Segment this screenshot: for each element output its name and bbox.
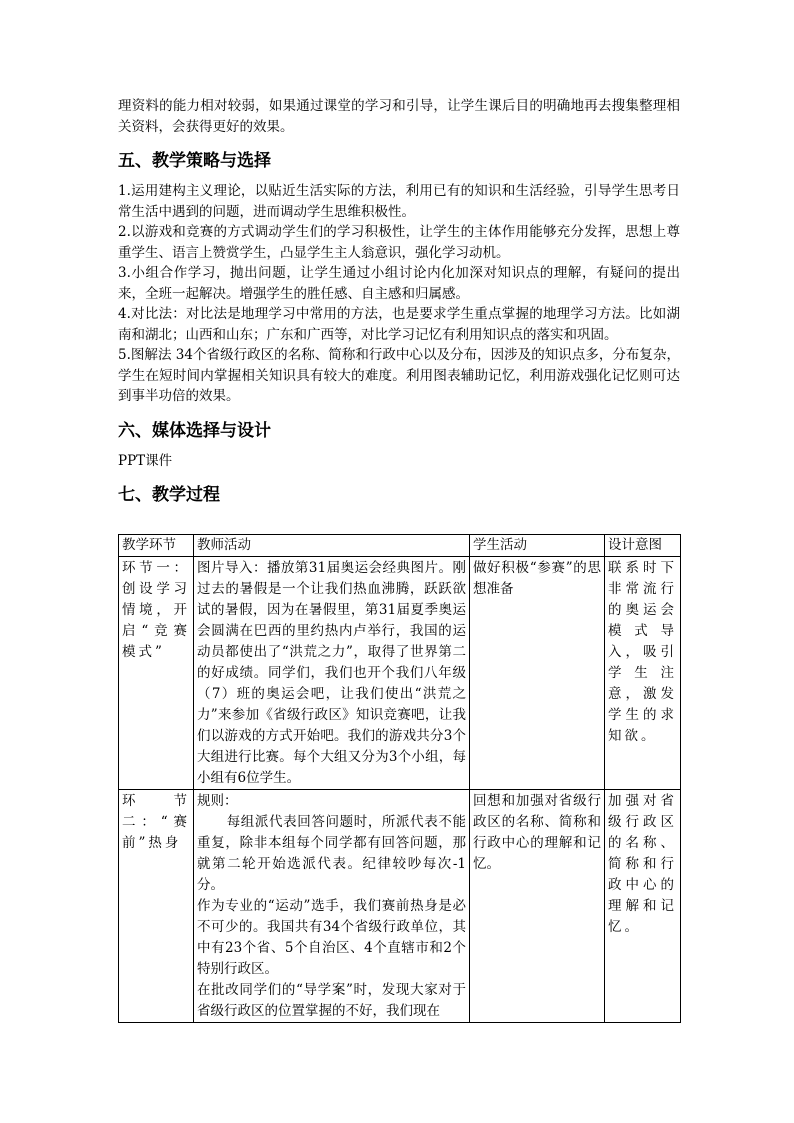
strategy-item: 5.图解法 34个省级行政区的名称、简称和行政中心以及分布，因涉及的知识点多，分布复杂，学生在短时间内掌握相关知识具有较大的难度。利用图表辅助记忆，利用游戏强化记忆则可达到事半功倍的效果。 [118,347,680,404]
teacher-activity-text: 作为专业的“运动”选手，我们赛前热身是必不可少的。我国共有34个省级行政单位，其中有23个省、5个自治区、4个直辖市和2个特别行政区。 [197,898,466,977]
stage-cell: 环节一：创设学习情境，开启“竞赛模式” [119,557,194,790]
teacher-activity-cell [194,557,470,790]
strategy-item: 4.对比法：对比法是地理学习中常用的方法，也是要求学生重点掌握的地理学习方法。比如湖南和湖北；山西和山东；广东和广西等，对比学习记忆有利用知识点的落实和巩固。 [118,306,680,343]
section-7-title: 七、教学过程 [118,484,220,505]
document-page [118,96,680,515]
teacher-activity-text: 图片导入：播放第31届奥运会经典图片。刚过去的暑假是一个让我们热血沸腾，跃跃欲试的暑假，因为在暑假里，第31届夏季奥运会圆满在巴西的里约热内卢举行，我国的运动员都使出了“洪荒之力”，取得了世界第二的好成绩。同学们，我们也开个我们八年级（7）班的奥运会吧，让我们使出“洪荒之力”来参加《省级行政区》知识竞赛吧，让我们以游戏的方式开始吧。我们的游戏共分3个大组进行比赛。每个大组又分为3个小组，每小组有6位学生。 [197,560,466,786]
strategy-item: 1.运用建构主义理论，以贴近生活实际的方法，利用已有的知识和生活经验，引导学生思考日常生活中遇到的问题，进而调动学生思维积极性。 [118,183,680,220]
table-row [119,557,681,790]
table-header-cell: 学生活动 [470,535,605,557]
section-6-title: 六、媒体选择与设计 [118,420,271,441]
table-header-cell: 教师活动 [194,535,470,557]
intro-paragraph: 理资料的能力相对较弱，如果通过课堂的学习和引导，让学生课后目的明确地再去搜集整理相关资料，会获得更好的效果。 [118,98,680,135]
teacher-activity-text: 在批改同学们的“导学案”时，发现大家对于省级行政区的位置掌握的不好，我们现在 [197,982,466,1019]
design-intent-cell: 加强对省级行政区的名称、简称和行政中心的理解和记忆。 [605,790,681,1023]
table-header-cell: 教学环节 [119,535,194,557]
rules-label: 规则： [197,793,238,809]
table-header-cell: 设计意图 [605,535,681,557]
teaching-process-table [118,534,681,1023]
design-intent-cell: 联系时下非常流行的奥运会模式导入，吸引学生注意，激发学生的求知欲。 [605,557,681,790]
teacher-activity-cell [194,790,470,1023]
rules-text: 每组派代表回答问题时，所派代表不能重复，除非本组每个同学都有回答问题，那就第二轮开始选派代表。纪律较吵每次-1分。 [197,814,466,893]
table-row [119,790,681,1023]
stage-cell: 环节二：“赛前”热身 [119,790,194,1023]
section-5-list [118,181,680,407]
student-activity-cell: 做好积极“参赛”的思想准备 [470,557,605,790]
strategy-item: 3.小组合作学习，抛出问题，让学生通过小组讨论内化加深对知识点的理解，有疑问的提出来，全班一起解决。增强学生的胜任感、自主感和归属感。 [118,265,680,302]
table-header-row [119,535,681,557]
section-5-title: 五、教学策略与选择 [118,151,271,171]
strategy-item: 2.以游戏和竞赛的方式调动学生们的学习积极性，让学生的主体作用能够充分发挥，思想上尊重学生、语言上赞赏学生，凸显学生主人翁意识，强化学习动机。 [118,224,680,261]
media-content: PPT课件 [118,452,173,469]
student-activity-cell: 回想和加强对省级行政区的名称、简称和行政中心的理解和记忆。 [470,790,605,1023]
